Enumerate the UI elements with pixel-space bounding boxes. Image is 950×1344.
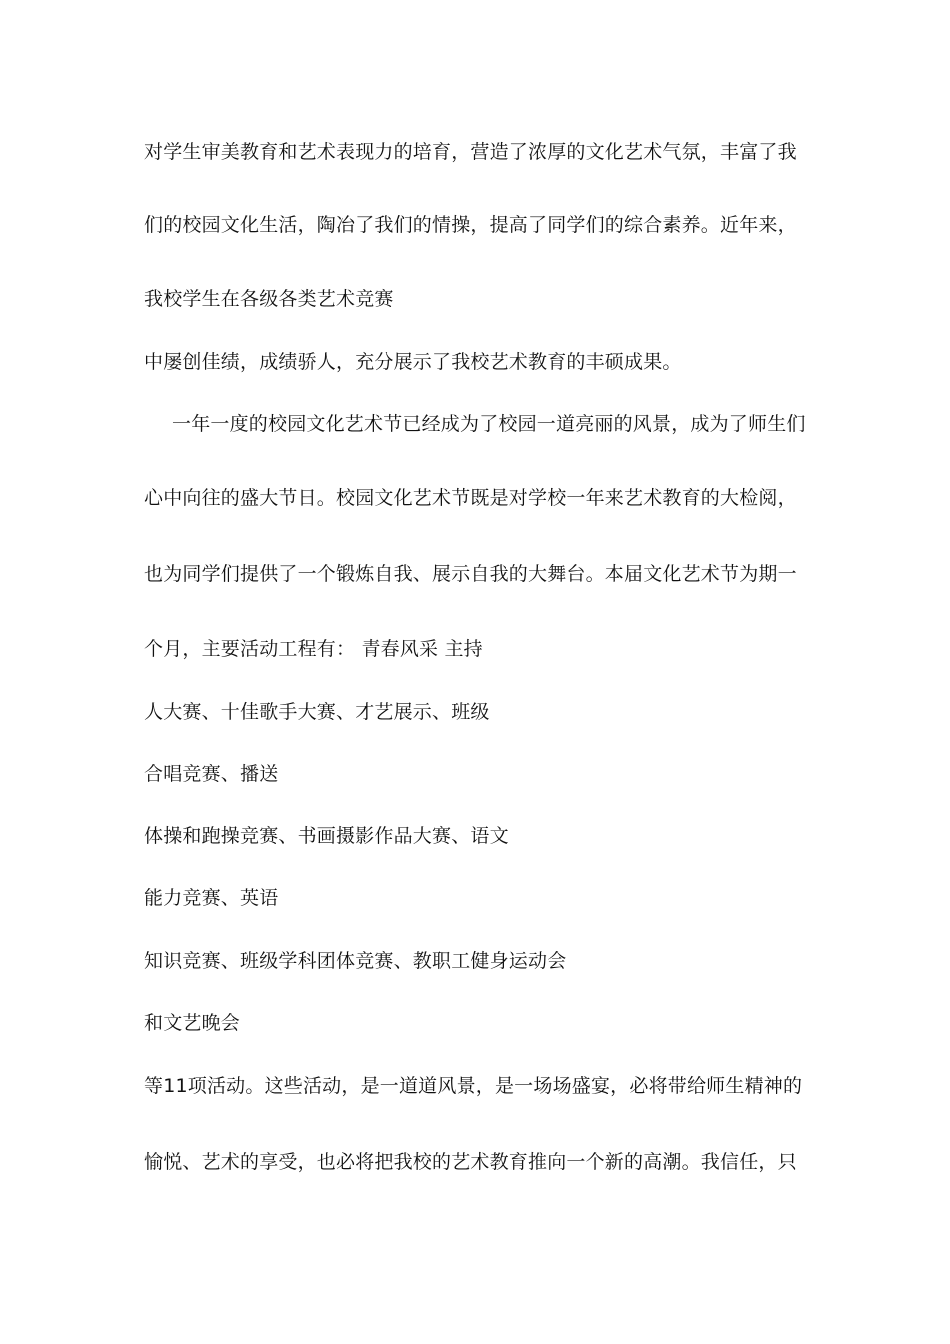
paragraph-line: 体操和跑操竞赛、书画摄影作品大赛、语文 [144,825,509,847]
paragraph-line: 和文艺晚会 [144,1012,241,1034]
paragraph-line: 中屡创佳绩，成绩骄人，充分展示了我校艺术教育的丰硕成果。 [144,351,682,373]
paragraph-line: 人大赛、十佳歌手大赛、才艺展示、班级 [144,701,490,723]
paragraph-line: 合唱竞赛、播送 [144,763,279,785]
paragraph-line: 等11项活动。这些活动，是一道道风景，是一场场盛宴，必将带给师生精神的 [144,1075,803,1097]
paragraph-line: 能力竞赛、英语 [144,887,279,909]
paragraph-line: 愉悦、艺术的享受，也必将把我校的艺术教育推向一个新的高潮。我信任，只 [144,1151,797,1173]
paragraph-line: 一年一度的校园文化艺术节已经成为了校园一道亮丽的风景，成为了师生们 [172,413,806,435]
paragraph-line: 对学生审美教育和艺术表现力的培育，营造了浓厚的文化艺术气氛，丰富了我 [144,141,797,163]
paragraph-line: 个月，主要活动工程有： 青春风采 主持 [144,638,483,660]
paragraph-line: 心中向往的盛大节日。校园文化艺术节既是对学校一年来艺术教育的大检阅， [144,487,797,509]
paragraph-line: 知识竞赛、班级学科团体竞赛、教职工健身运动会 [144,950,567,972]
paragraph-line: 我校学生在各级各类艺术竞赛 [144,288,394,310]
paragraph-line: 也为同学们提供了一个锻炼自我、展示自我的大舞台。本届文化艺术节为期一 [144,563,797,585]
paragraph-line: 们的校园文化生活，陶冶了我们的情操，提高了同学们的综合素养。近年来， [144,214,797,236]
